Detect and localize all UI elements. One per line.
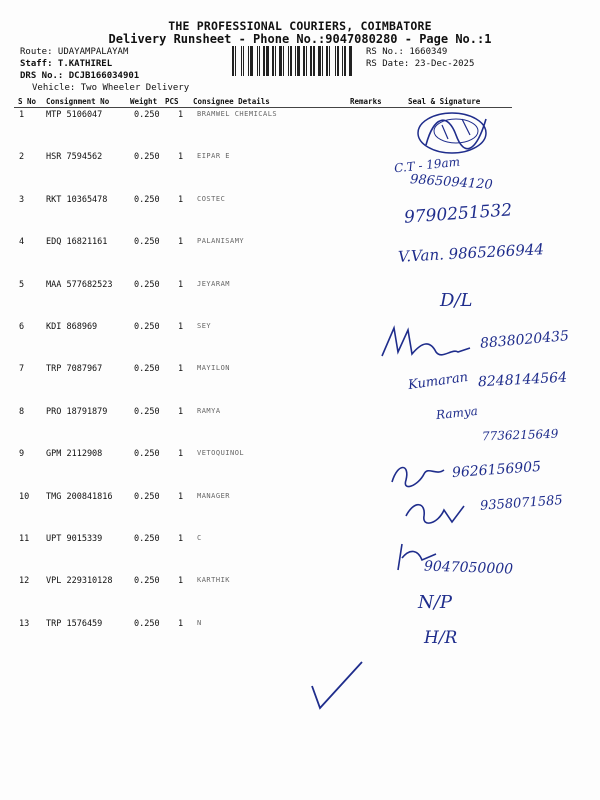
handwritten-note-row13: H/R	[424, 628, 458, 648]
handwritten-phone-row8: 7736215649	[481, 426, 559, 444]
row-weight: 0.250	[134, 534, 160, 544]
row-consignee: C	[197, 534, 202, 542]
col-pcs: PCS	[165, 97, 179, 106]
row-weight: 0.250	[134, 364, 160, 374]
row-pcs: 1	[178, 492, 184, 502]
drs-number: DRS No.: DCJB166034901	[20, 71, 140, 81]
row-sno: 7	[19, 364, 25, 374]
handwritten-phone-row7: 8248144564	[477, 369, 568, 391]
company-title: THE PROFESSIONAL COURIERS, COIMBATORE	[168, 19, 432, 33]
row-consignee: JEYARAM	[197, 280, 231, 288]
row-sno: 6	[19, 322, 25, 332]
rs-date: RS Date: 23-Dec-2025	[366, 59, 475, 69]
row-consignee: VETOQUINOL	[197, 449, 245, 457]
row-consignee: RAMYA	[197, 407, 221, 415]
row-pcs: 1	[178, 449, 184, 459]
row-sno: 1	[19, 110, 25, 120]
handwritten-name-row7: Kumaran	[407, 369, 469, 394]
row-weight: 0.250	[134, 280, 160, 290]
route-label: Route: UDAYAMPALAYAM	[20, 47, 129, 57]
row-consignee: SEY	[197, 322, 212, 330]
row-consignee: KARTHIK	[197, 576, 231, 584]
handwritten-phone-row6: 8838020435	[479, 328, 570, 352]
row-weight: 0.250	[134, 322, 160, 332]
row-weight: 0.250	[134, 407, 160, 417]
row-consignee: PALANISAMY	[197, 237, 245, 245]
row-consignment-no: VPL 229310128	[46, 576, 113, 586]
row-pcs: 1	[178, 619, 184, 629]
handwritten-note-row4: V.Van. 9865266944	[397, 240, 545, 266]
row-sno: 5	[19, 280, 25, 290]
row-sno: 11	[19, 534, 30, 544]
row-pcs: 1	[178, 110, 184, 120]
row-pcs: 1	[178, 195, 184, 205]
row-consignee: N	[197, 619, 202, 627]
checkmark-icon	[308, 656, 368, 716]
barcode	[232, 46, 362, 76]
row-weight: 0.250	[134, 152, 160, 162]
handwritten-phone-row2: 9865094120	[409, 172, 494, 193]
row-sno: 12	[19, 576, 30, 586]
handwritten-phone-row3: 9790251532	[403, 200, 513, 228]
row-consignment-no: KDI 868969	[46, 322, 98, 332]
row-pcs: 1	[178, 407, 184, 417]
row-pcs: 1	[178, 534, 184, 544]
seal-stamp-icon	[412, 105, 492, 160]
row-consignment-no: MTP 5106047	[46, 110, 103, 120]
row-consignment-no: GPM 2112908	[46, 449, 103, 459]
row-sno: 13	[19, 619, 30, 629]
row-sno: 8	[19, 407, 25, 417]
runsheet-title: Delivery Runsheet - Phone No.:9047080280 - Page No.:1	[108, 32, 492, 46]
row-sno: 2	[19, 152, 25, 162]
col-remarks: Remarks	[350, 97, 382, 106]
row-pcs: 1	[178, 237, 184, 247]
row-consignment-no: HSR 7594562	[46, 152, 103, 162]
row-consignment-no: TRP 1576459	[46, 619, 103, 629]
row-consignment-no: EDQ 16821161	[46, 237, 108, 247]
handwritten-phone-row10: 9358071585	[479, 493, 564, 514]
row-consignee: COSTEC	[197, 195, 226, 203]
signature-row10-icon	[402, 496, 472, 532]
row-consignment-no: RKT 10365478	[46, 195, 108, 205]
handwritten-note-row5: D/L	[440, 290, 473, 311]
row-consignment-no: MAA 577682523	[46, 280, 113, 290]
vehicle-label: Vehicle: Two Wheeler Delivery	[32, 83, 190, 93]
row-consignment-no: UPT 9015339	[46, 534, 103, 544]
col-weight: Weight	[130, 97, 158, 106]
row-weight: 0.250	[134, 619, 160, 629]
row-consignee: EIPAR E	[197, 152, 231, 160]
row-consignee: MANAGER	[197, 492, 231, 500]
row-pcs: 1	[178, 280, 184, 290]
row-sno: 4	[19, 237, 25, 247]
row-consignment-no: TMG 200841816	[46, 492, 113, 502]
rs-number: RS No.: 1660349	[366, 47, 448, 57]
signature-row9-icon	[388, 456, 448, 496]
row-pcs: 1	[178, 364, 184, 374]
handwritten-phone-row11: 9047050000	[423, 558, 514, 578]
col-seal-signature: Seal & Signature	[408, 97, 481, 106]
row-sno: 9	[19, 449, 25, 459]
row-sno: 3	[19, 195, 25, 205]
row-weight: 0.250	[134, 195, 160, 205]
col-sno: S No	[18, 97, 37, 106]
row-pcs: 1	[178, 152, 184, 162]
row-pcs: 1	[178, 322, 184, 332]
row-weight: 0.250	[134, 492, 160, 502]
row-consignment-no: PRO 18791879	[46, 407, 108, 417]
handwritten-name-row8: Ramya	[435, 403, 479, 423]
staff-label: Staff: T.KATHIREL	[20, 59, 113, 69]
row-weight: 0.250	[134, 576, 160, 586]
row-consignee: MAYILON	[197, 364, 231, 372]
col-consignee: Consignee Details	[193, 97, 270, 106]
handwritten-note-row2: C.T - 19am	[393, 154, 461, 176]
handwritten-phone-row9: 9626156905	[451, 458, 542, 482]
row-sno: 10	[19, 492, 30, 502]
row-pcs: 1	[178, 576, 184, 586]
col-consignment: Consignment No	[46, 97, 110, 106]
row-consignee: BRAMWEL CHEMICALS	[197, 110, 278, 118]
handwritten-note-row12: N/P	[418, 592, 452, 613]
row-weight: 0.250	[134, 449, 160, 459]
row-weight: 0.250	[134, 110, 160, 120]
signature-row6-icon	[378, 322, 478, 362]
row-consignment-no: TRP 7087967	[46, 364, 103, 374]
row-weight: 0.250	[134, 237, 160, 247]
